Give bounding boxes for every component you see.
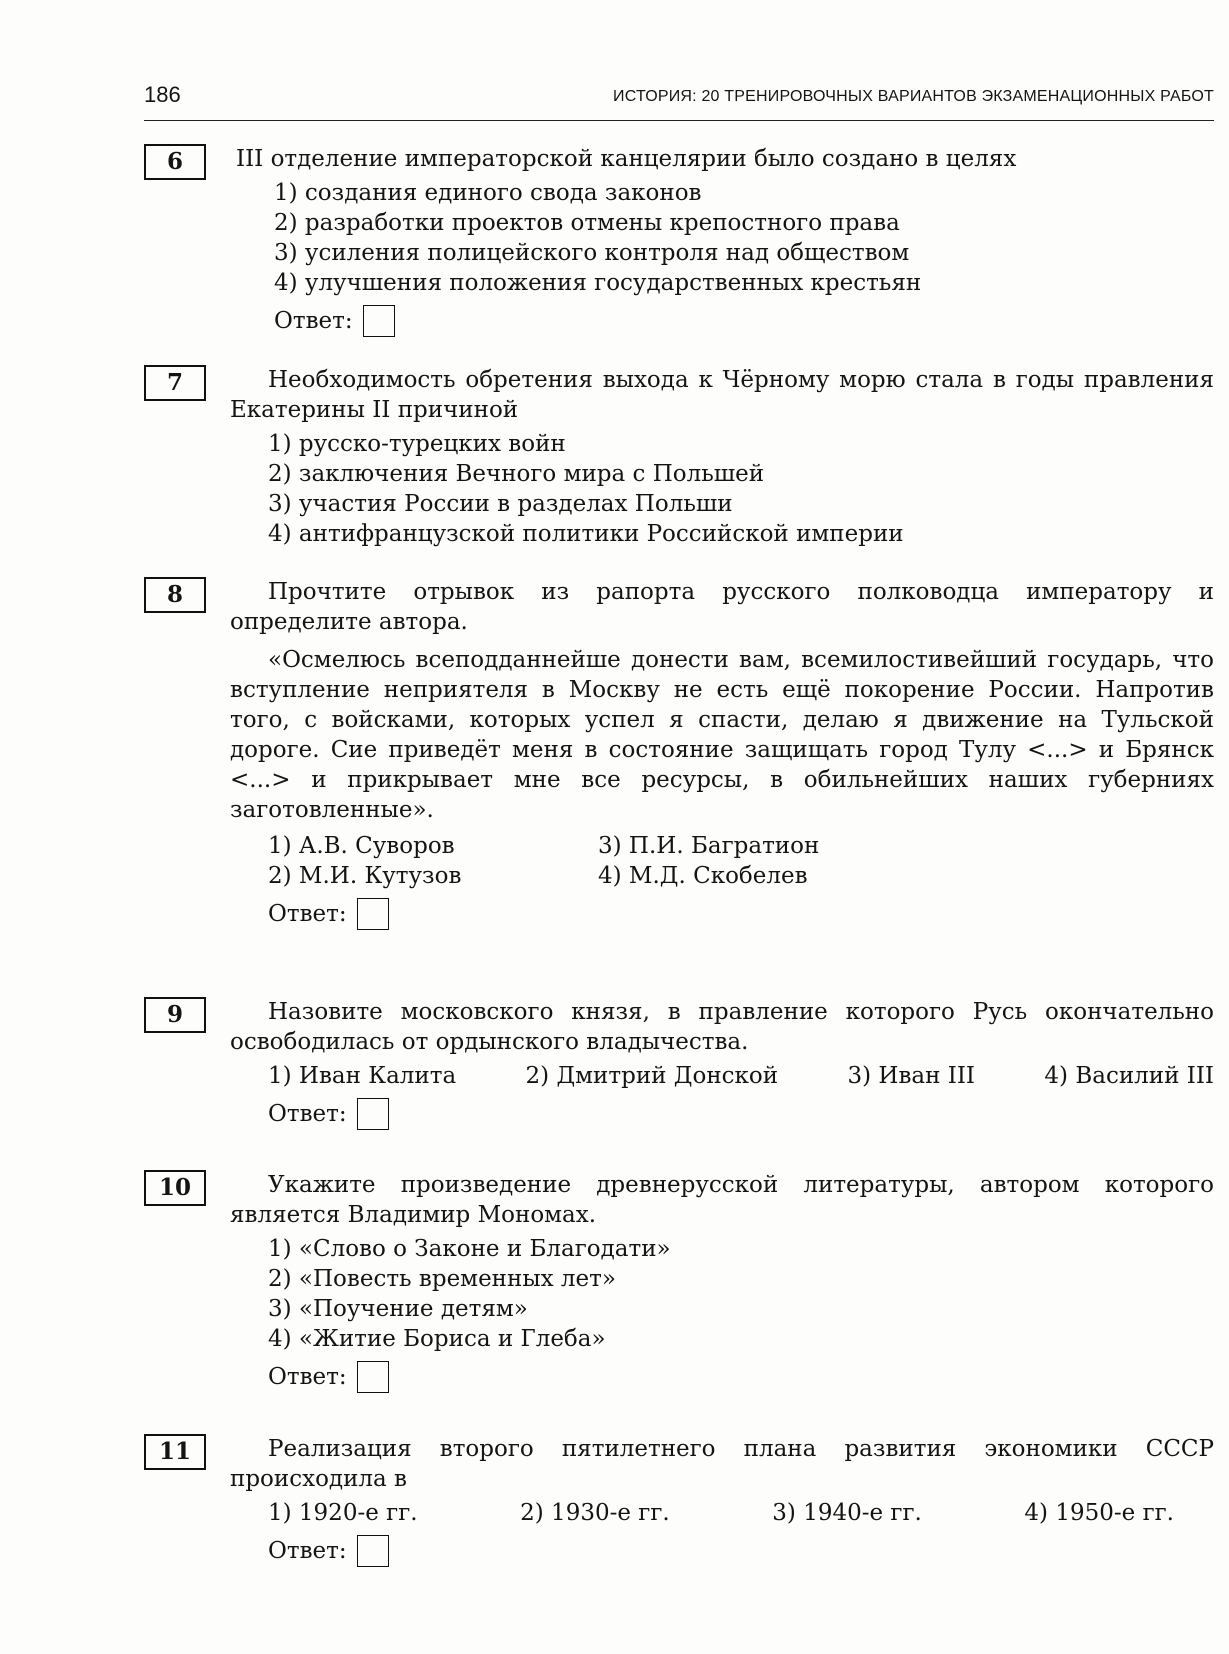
task-question: Назовите московского князя, в правление которого Русь окончательно освободилась от ордынского владычества. [230,999,1214,1055]
answer-row [268,1360,1214,1394]
answer-row [268,897,1214,931]
option: 1) А.В. Суворов [268,833,455,859]
running-title: ИСТОРИЯ: 20 ТРЕНИРОВОЧНЫХ ВАРИАНТОВ ЭКЗАМЕНАЦИОННЫХ РАБОТ [613,88,1214,105]
answer-row [268,1534,1214,1568]
task-number-box: 11 [144,1434,206,1470]
option: 3) «Поучение детям» [268,1296,528,1322]
option: 4) антифранцузской политики Российской империи [268,521,904,547]
task-number-box: 10 [144,1170,206,1206]
answer-box[interactable] [357,898,389,930]
task-number-box: 6 [144,144,206,180]
answer-box[interactable] [357,1098,389,1130]
task-body [230,1434,1214,1568]
option-grid [268,831,1214,891]
option-list [268,1234,1214,1354]
answer-box[interactable] [357,1361,389,1393]
answer-label: Ответ: [274,308,353,334]
option: 4) М.Д. Скобелев [598,863,808,889]
option-list [274,178,1214,298]
option-row [268,1498,1174,1528]
task-number-box: 9 [144,997,206,1033]
task-question: Необходимость обретения выхода к Чёрному морю стала в годы правления Екатерины II причиной [230,367,1214,423]
task-body [230,1170,1214,1394]
answer-label: Ответ: [268,1101,347,1127]
task-question: Реализация второго пятилетнего плана развития экономики СССР происходила в [230,1436,1214,1492]
option-list [268,429,1214,549]
option: 4) 1950-е гг. [1024,1500,1174,1526]
page-number: 186 [144,82,181,107]
task-body [236,144,1214,338]
task-body [230,997,1214,1131]
option: 3) 1940-е гг. [772,1500,922,1526]
answer-label: Ответ: [268,901,347,927]
answer-row [268,1097,1214,1131]
option: 4) улучшения положения государственных крестьян [274,270,922,296]
answer-row [274,304,1214,338]
option: 1) «Слово о Законе и Благодати» [268,1236,671,1262]
option: 1) создания единого свода законов [274,180,702,206]
answer-box[interactable] [357,1535,389,1567]
task-question: III отделение императорской канцелярии было создано в целях [236,146,1017,172]
option: 3) участия России в разделах Польши [268,491,733,517]
option: 4) Василий III [1044,1063,1214,1089]
task-body [230,365,1214,549]
task-quote: «Осмелюсь всеподданнейше донести вам, всемилостивейший государь, что вступление неприятеля в Москву не есть ещё покорение России. Напротив того, с войсками, которых успел я спасти, делаю я движение на Тульской дороге. Сие приведёт меня в состояние защищать город Тулу <...> и Брянск <...> и прикрывает мне все ресурсы, в обильнейших наших губерниях заготовленные». [230,647,1214,823]
option: 1) 1920-е гг. [268,1500,418,1526]
option-row [268,1061,1214,1091]
option: 1) Иван Калита [268,1063,457,1089]
answer-label: Ответ: [268,1538,347,1564]
option: 2) заключения Вечного мира с Польшей [268,461,765,487]
option: 3) П.И. Багратион [598,833,820,859]
option: 2) Дмитрий Донской [525,1063,779,1089]
option: 2) М.И. Кутузов [268,863,462,889]
answer-label: Ответ: [268,1364,347,1390]
task-number-box: 7 [144,365,206,401]
answer-box[interactable] [363,305,395,337]
task-question: Укажите произведение древнерусской литературы, автором которого является Владимир Мономах. [230,1172,1214,1228]
option: 3) усиления полицейского контроля над обществом [274,240,910,266]
task-body [230,577,1214,931]
task-question: Прочтите отрывок из рапорта русского полководца императору и определите автора. [230,579,1214,635]
option: 4) «Житие Бориса и Глеба» [268,1326,606,1352]
page-header [144,82,1214,122]
header-rule [144,120,1214,121]
task-number-box: 8 [144,577,206,613]
option: 2) разработки проектов отмены крепостного права [274,210,900,236]
option: 3) Иван III [847,1063,976,1089]
option: 1) русско-турецких войн [268,431,566,457]
option: 2) 1930-е гг. [520,1500,670,1526]
option: 2) «Повесть временных лет» [268,1266,616,1292]
